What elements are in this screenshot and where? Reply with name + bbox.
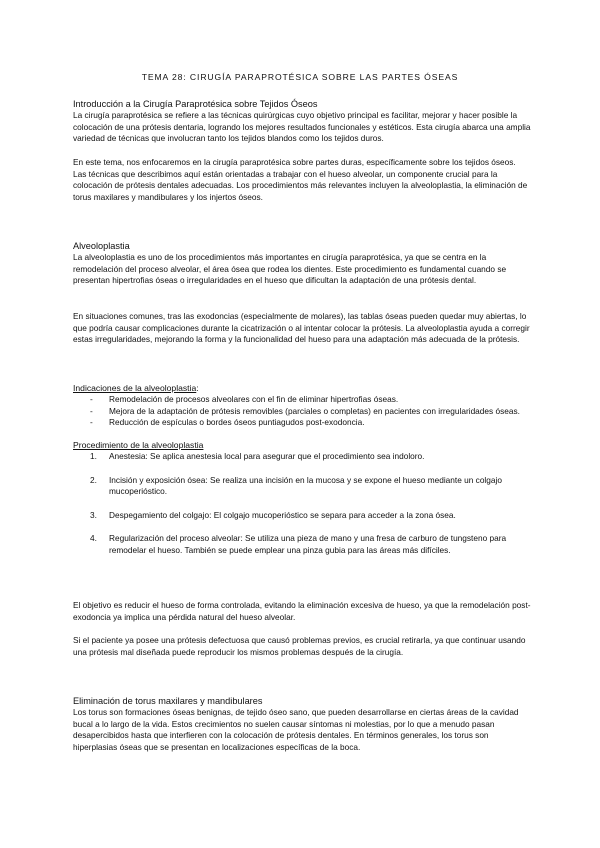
step-text: Despegamiento del colgajo: El colgajo mucoperióstico se separa para acceder a la zona ósea. xyxy=(109,509,456,520)
step-text: Incisión y exposición ósea: Se realiza una incisión en la mucosa y se expone el hueso mediante un colgajo mucoperióstico. xyxy=(109,474,502,497)
indicaciones-heading-text: Indicaciones de la alveoloplastia xyxy=(73,383,197,393)
procedimiento-heading: Procedimiento de la alveoloplastia xyxy=(73,440,204,450)
indicaciones-heading-colon: : xyxy=(196,383,199,393)
step-text: Anestesia: Se aplica anestesia local para asegurar que el procedimiento sea indoloro. xyxy=(109,451,425,461)
step-item xyxy=(73,475,531,498)
dash-bullet: - xyxy=(90,405,93,416)
step-item xyxy=(73,533,531,556)
step-item xyxy=(73,510,531,522)
alveoloplastia-paragraph-1: La alveoloplastia es uno de los procedimientos más importantes en cirugía paraprotésica, ya que se centra en la remodelación del proceso alveolar, el área ósea que rodea los dientes. Este procedimiento es fundamental cuando se presentan hipertrofias óseas o irregularidades en el hueso que dificultan la adaptación de una prótesis dental. xyxy=(73,252,507,286)
torus-paragraph-1: Los torus son formaciones óseas benignas, de tejido óseo sano, que pueden desarrollarse en ciertas áreas de la cavidad bucal a lo largo de la vida. Estos crecimientos no suelen causar síntomas ni molestias, por lo que a menudo pasan desapercibidos hasta que interfieren con la colocación de prótesis dentales. En términos generales, los torus son hiperplasias óseas que se presentan en localizaciones específicas de la boca. xyxy=(73,707,519,752)
alveoloplastia-heading: Alveoloplastia xyxy=(73,241,130,251)
list-item-text: Mejora de la adaptación de prótesis removibles (parciales o completas) en pacientes con irregularidades óseas. xyxy=(109,405,520,416)
list-item xyxy=(73,394,531,406)
list-item-text: Remodelación de procesos alveolares con el fin de eliminar hipertrofias óseas. xyxy=(109,394,399,404)
list-item xyxy=(73,406,531,418)
torus-heading: Eliminación de torus maxilares y mandibulares xyxy=(73,696,263,706)
page-title: TEMA 28: CIRUGÍA PARAPROTÉSICA SOBRE LAS PARTES ÓSEAS xyxy=(141,72,459,82)
intro-paragraph-2: En este tema, nos enfocaremos en la cirugía paraprotésica sobre partes duras, específicamente sobre los tejidos óseos. Las técnicas que describimos aquí están orientadas a trabajar con el hueso alveolar, un componente crucial para la colocación de prótesis dentales adecuadas. Los procedimientos más relevantes incluyen la alveoloplastia, la eliminación de torus maxilares y mandibulares y los injertos óseos. xyxy=(73,157,528,202)
procedimiento-steps xyxy=(73,451,531,557)
step-text: Regularización del proceso alveolar: Se utiliza una pieza de mano y una fresa de carburo de tungsteno para remodelar el hueso. También se puede emplear una pinza gubia para las áreas más difíciles. xyxy=(109,533,507,555)
dash-bullet: - xyxy=(90,394,93,404)
procedimiento-paragraph-2-block xyxy=(73,635,531,658)
step-number: 3. xyxy=(90,509,97,520)
step-number: 1. xyxy=(90,451,97,461)
list-item-text: Reducción de espículas o bordes óseos puntiagudos post-exodoncia. xyxy=(109,417,365,428)
intro-paragraph-1: La cirugía paraprotésica se refiere a las técnicas quirúrgicas cuyo objetivo principal es facilitar, mejorar y hacer posible la colocación de una prótesis dentaria, logrando los mejores resultados funcionales y estéticos. Esta cirugía abarca una amplia variedad de técnicas que involucran tanto los tejidos blandos como los tejidos duros. xyxy=(73,110,531,144)
procedimiento-paragraph-2: Si el paciente ya posee una prótesis defectuosa que causó problemas previos, es crucial retirarla, ya que continuar usando una prótesis mal diseñada puede reproducir los mismos problemas después de la cirugía. xyxy=(73,635,526,657)
intro-paragraph-2-block xyxy=(73,157,531,203)
list-item xyxy=(73,417,531,429)
step-number: 4. xyxy=(90,533,97,544)
alveoloplastia-section xyxy=(73,240,531,287)
procedimiento-paragraph-1-block xyxy=(73,600,531,623)
torus-section xyxy=(73,695,531,753)
step-item xyxy=(73,451,531,463)
intro-section xyxy=(73,98,531,145)
dash-bullet: - xyxy=(90,417,93,428)
step-number: 2. xyxy=(90,474,97,485)
procedimiento-section xyxy=(73,439,531,569)
procedimiento-paragraph-1: El objetivo es reducir el hueso de forma controlada, evitando la eliminación excesiva de hueso, ya que la remodelación post-exodoncia ya implica una pérdida natural del hueso alveolar. xyxy=(73,600,531,622)
alveoloplastia-paragraph-2-block xyxy=(73,311,531,346)
indicaciones-list xyxy=(73,394,531,429)
alveoloplastia-paragraph-2: En situaciones comunes, tras las exodoncias (especialmente de molares), las tablas óseas pueden quedar muy abiertas, lo que podría causar complicaciones durante la cicatrización o al intentar colocar la prótesis. La alveoloplastia ayuda a corregir estas irregularidades, mejorando la forma y la funcionalidad del hueso para una adaptación más adecuada de la prótesis. xyxy=(73,311,530,345)
indicaciones-section xyxy=(73,382,531,429)
indicaciones-heading xyxy=(73,382,531,394)
intro-heading: Introducción a la Cirugía Paraprotésica sobre Tejidos Óseos xyxy=(73,99,318,109)
